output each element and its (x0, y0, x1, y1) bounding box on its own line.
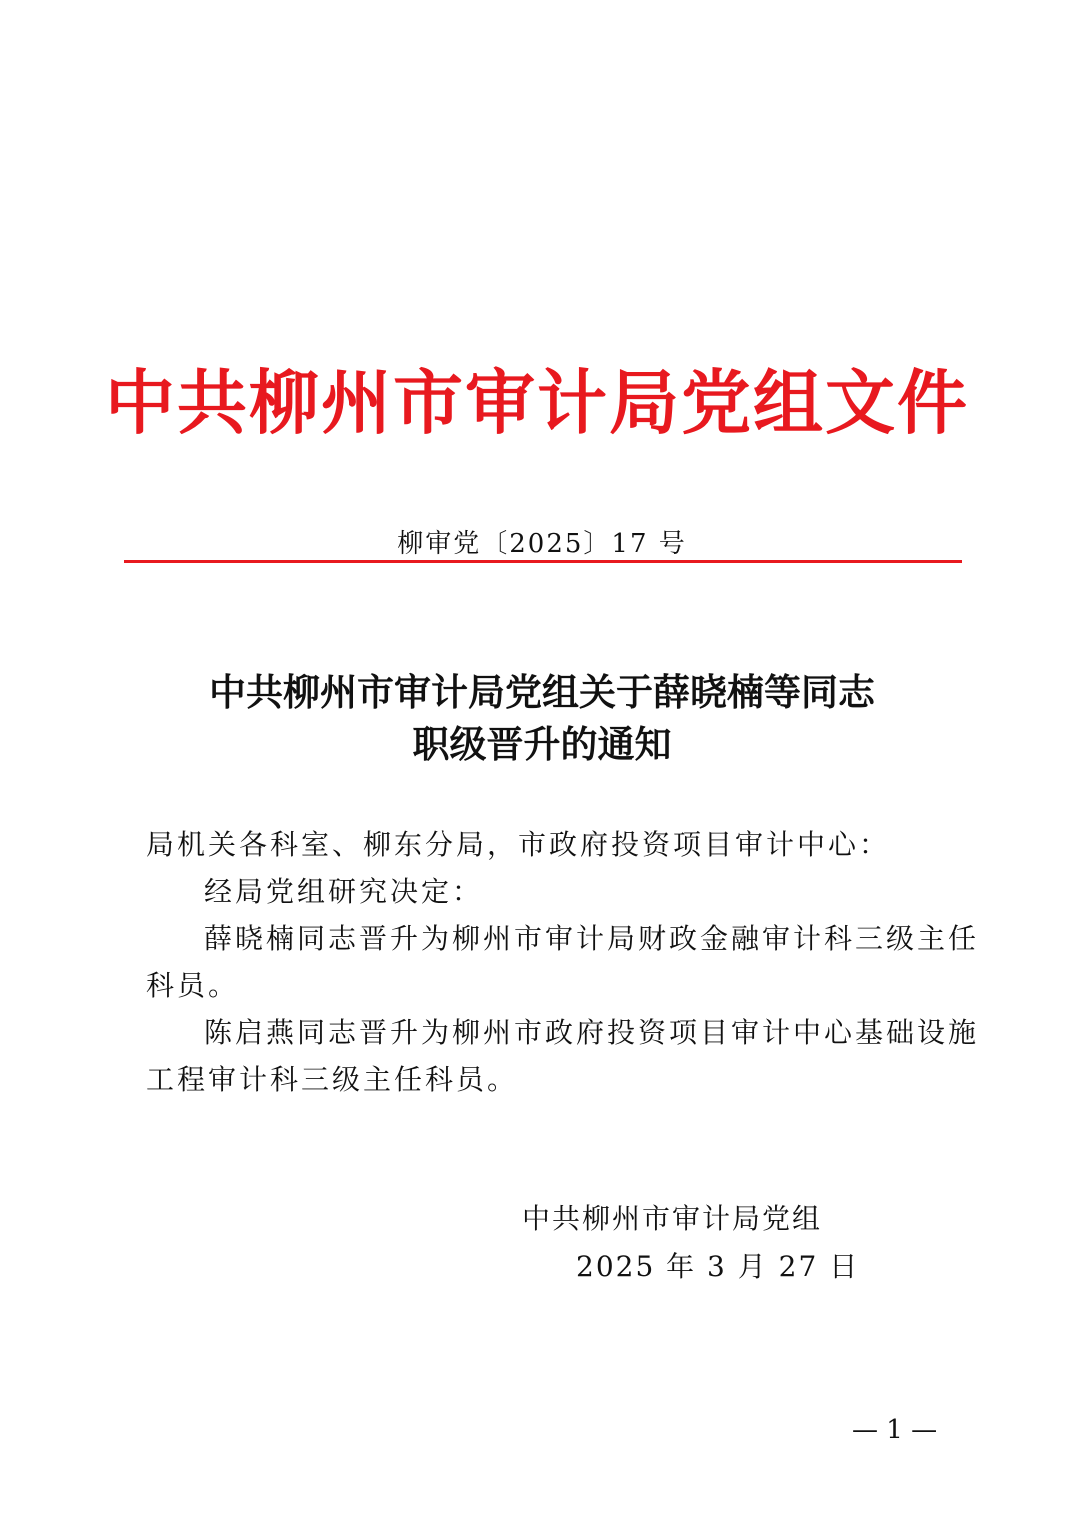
intro-line: 经局党组研究决定： (204, 875, 484, 908)
promotion-item-2-line-2: 工程审计科三级主任科员。 (146, 1063, 519, 1096)
recipients-line: 局机关各科室、柳东分局，市政府投资项目审计中心： (146, 828, 891, 861)
promotion-item-2-line-1: 陈启燕同志晋升为柳州市政府投资项目审计中心基础设施 (204, 1016, 980, 1049)
notice-title-line-2: 职级晋升的通知 (412, 722, 672, 766)
signature-date: 2025 年 3 月 27 日 (576, 1250, 860, 1283)
promotion-item-1-line-2: 科员。 (146, 969, 240, 1002)
red-divider-line (124, 560, 962, 563)
document-number: 柳审党〔2025〕17 号 (397, 529, 687, 559)
promotion-item-1-line-1: 薛晓楠同志晋升为柳州市审计局财政金融审计科三级主任 (204, 922, 980, 955)
page-number: — 1 — (852, 1415, 938, 1445)
notice-title-line-1: 中共柳州市审计局党组关于薛晓楠等同志 (209, 670, 875, 714)
signature-issuer: 中共柳州市审计局党组 (522, 1202, 823, 1235)
document-header-title: 中共柳州市审计局党组文件 (105, 361, 969, 444)
